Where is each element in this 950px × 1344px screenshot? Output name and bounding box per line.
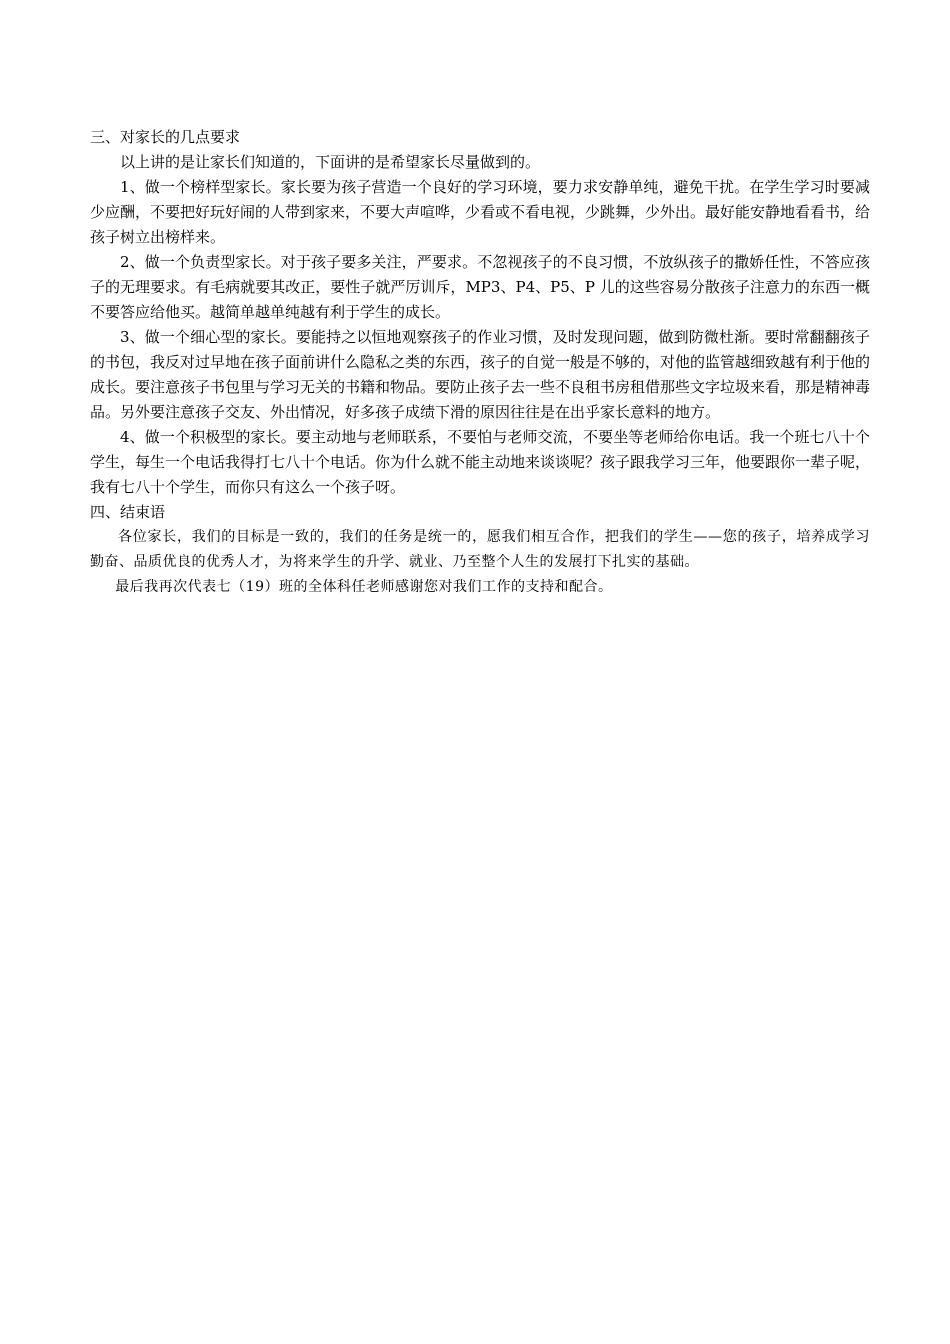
requirement-item-4: 4、做一个积极型的家长。要主动地与老师联系，不要怕与老师交流，不要坐等老师给你电话。我一个班七八十个学生，每生一个电话我得打七八十个电话。你为什么就不能主动地来谈谈呢？孩子跟我学习三年，他要跟你一辈子呢，我有七八十个学生，而你只有这么一个孩子呀。 [90, 428, 871, 496]
intro-paragraph: 以上讲的是让家长们知道的，下面讲的是希望家长尽量做到的。 [120, 153, 541, 171]
conclusion-paragraph: 各位家长，我们的目标是一致的，我们的任务是统一的，愿我们相互合作，把我们的学生——您的孩子，培养成学习勤奋、品质优良的优秀人才，为将来学生的升学、就业、乃至整个人生的发展打下扎实的基础。 [90, 529, 870, 570]
requirement-item-3: 3、做一个细心型的家长。要能持之以恒地观察孩子的作业习惯，及时发现问题，做到防微杜渐。要时常翻翻孩子的书包，我反对过早地在孩子面前讲什么隐私之类的东西，孩子的自觉一般是不够的，对他的监管越细致越有利于他的成长。要注意孩子书包里与学习无关的书籍和物品。要防止孩子去一些不良租书房租借那些文字垃圾来看，那是精神毒品。另外要注意孩子交友、外出情况，好多孩子成绩下滑的原因往往是在出乎家长意料的地方。 [90, 328, 871, 421]
requirement-item-1: 1、做一个榜样型家长。家长要为孩子营造一个良好的学习环境，要力求安静单纯，避免干扰。在学生学习时要减少应酬，不要把好玩好闹的人带到家来，不要大声喧哗，少看或不看电视，少跳舞，少外出。最好能安静地看看书，给孩子树立出榜样来。 [90, 178, 871, 246]
section-heading-requirements: 三、对家长的几点要求 [90, 128, 241, 146]
section-heading-conclusion: 四、结束语 [90, 503, 166, 521]
closing-paragraph: 最后我再次代表七（19）班的全体科任老师感谢您对我们工作的支持和配合。 [115, 579, 613, 595]
document-page [90, 125, 870, 600]
requirement-item-2: 2、做一个负责型家长。对于孩子要多关注，严要求。不忽视孩子的不良习惯，不放纵孩子的撒娇任性，不答应孩子的无理要求。有毛病就要其改正，要性子就严厉训斥，MP3、P4、P5、P 儿的这些容易分散孩子注意力的东西一概不要答应给他买。越简单越单纯越有利于学生的成长。 [90, 253, 870, 321]
